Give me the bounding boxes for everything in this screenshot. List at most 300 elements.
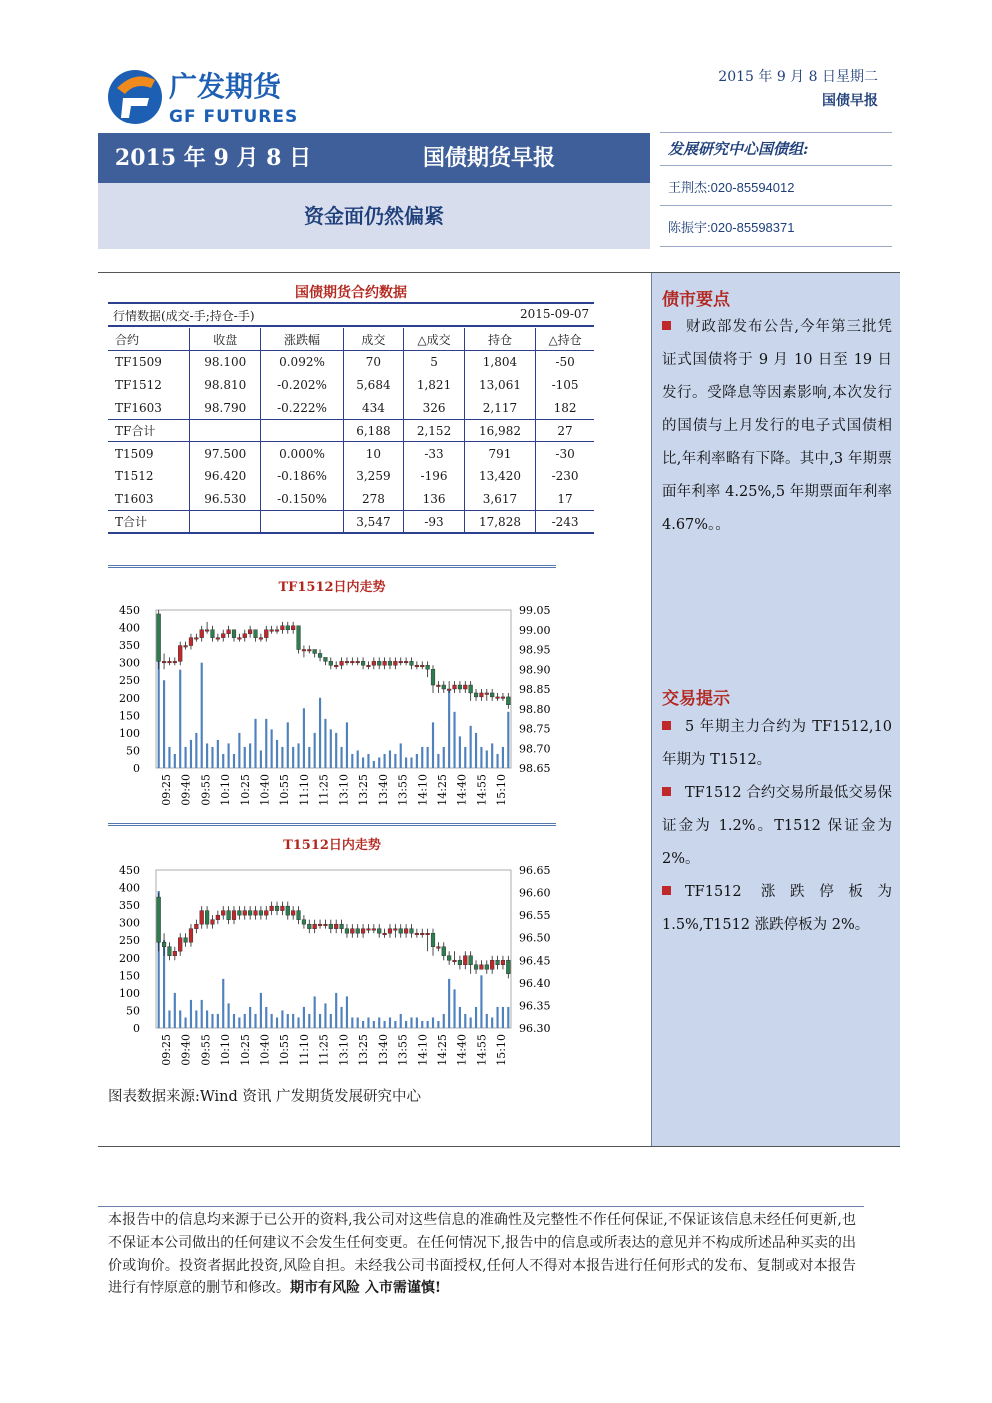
volume-bar [249,743,251,768]
cell: 326 [404,396,465,419]
plot-frame [156,870,511,1028]
candle-body [281,626,285,630]
volume-bar [389,750,391,768]
volume-bar [254,1014,256,1028]
price-tick-label: 99.00 [519,623,551,637]
volume-tick-label: 250 [119,674,140,688]
candle-body [324,657,328,661]
volume-bar [314,733,316,768]
candle-body [264,630,268,638]
candle-body [221,911,225,916]
volume-bar [367,1017,369,1028]
volume-bar [416,1017,418,1028]
volume-bar [201,663,203,768]
cell: 5,684 [343,374,404,397]
candle-body [297,911,301,920]
volume-bar [287,722,289,768]
team-member: 陈振宇:020-85598371 [668,220,795,235]
candle-body [367,929,371,931]
column-header: 收盘 [190,328,261,351]
candle-body [270,630,274,632]
tf1512-intraday-chart [106,598,566,810]
volume-bar [179,1010,181,1028]
candle-body [173,661,177,663]
cell: -105 [536,374,594,397]
volume-tick-label: 50 [126,1004,140,1018]
candle-body [463,685,467,689]
volume-bar [432,1017,434,1028]
volume-bar [324,1003,326,1028]
plot-frame [156,610,511,768]
time-tick-label: 15:10 [495,1034,509,1066]
volume-bar [185,1017,187,1028]
candle-body [232,630,236,638]
cell: 96.530 [190,488,261,511]
cell [190,419,261,442]
candle-body [178,646,182,662]
chart-divider [108,565,556,568]
cell: T合计 [108,510,190,533]
volume-bar [491,743,493,768]
volume-bar [303,708,305,768]
volume-bar [496,1007,498,1028]
candle-body [361,661,365,665]
cell: 2,152 [404,419,465,442]
price-tick-label: 98.80 [519,702,551,716]
candle-body [469,685,473,693]
risk-warning: 期市有风险 入市需谨慎! [290,1280,442,1297]
team-divider [660,132,892,133]
volume-bar [340,1007,342,1028]
candle-body [356,929,360,934]
candle-body [480,965,484,970]
candle-body [243,634,247,638]
time-tick-label: 10:25 [238,774,252,806]
cell: -0.150% [261,488,343,511]
volume-bar [297,1017,299,1028]
price-tick-label: 98.90 [519,663,551,677]
candle-body [453,685,457,689]
team-title: 发展研究中心国债组: [668,140,809,158]
banner-title: 国债期货早报 [328,133,650,183]
candle-body [474,965,478,970]
candle-body [506,960,510,974]
candle-body [237,638,241,640]
cell: 1,821 [404,374,465,397]
candle-body [377,929,381,934]
candle-body [447,956,451,961]
candle-body [415,933,419,935]
volume-bar [265,719,267,768]
time-tick-label: 13:10 [337,774,351,806]
cell: 1,804 [464,351,535,374]
candle-body [291,626,295,630]
candle-body [474,693,478,697]
volume-bar [292,1014,294,1028]
volume-bar [276,740,278,768]
candle-body [345,661,349,663]
candle-body [420,665,424,667]
volume-tick-label: 200 [119,951,140,965]
candle-body [313,924,317,929]
volume-bar [427,747,429,768]
volume-bar [470,1017,472,1028]
candle-body [458,685,462,689]
candle-body [334,665,338,667]
cell [190,510,261,533]
volume-bar [416,754,418,768]
banner-date: 2015 年 9 月 8 日 [98,133,328,183]
volume-bar [335,733,337,768]
candle-body [437,947,441,949]
volume-bar [443,1014,445,1028]
volume-bar [475,733,477,768]
cell: -93 [404,510,465,533]
candle-body [318,653,322,657]
volume-bar [443,747,445,768]
time-tick-label: 15:10 [495,774,509,806]
volume-bar [260,993,262,1028]
cell: 98.790 [190,396,261,419]
volume-bar [480,747,482,768]
candle-body [168,947,172,956]
cell: 0.092% [261,351,343,374]
cell: 3,547 [343,510,404,533]
volume-tick-label: 100 [119,986,140,1000]
volume-tick-label: 300 [119,656,140,670]
volume-bar [389,1017,391,1028]
volume-tick-label: 300 [119,916,140,930]
volume-bar [324,719,326,768]
time-tick-label: 14:25 [435,1034,449,1066]
candle-body [399,929,403,934]
bullet-square-icon [662,721,671,730]
bond-market-text: 财政部发布公告,今年第三批凭证式国债将于 9 月 10 日至 19 日发行。受降息等因素影响,本次发行的国债与上月发行的电子式国债相比,年利率略有下降。其中,3 年期票面年利率 4.25%,5 年期票面年利率 4.67%。。 [662,319,892,533]
candle-body [399,661,403,663]
time-tick-label: 10:25 [238,1034,252,1066]
disclaimer [108,1209,856,1300]
cell: 70 [343,351,404,374]
cell: T1509 [115,446,154,461]
candle-body [254,630,258,638]
volume-tick-label: 400 [119,621,140,635]
cell: 16,982 [464,419,535,442]
volume-bar [496,754,498,768]
volume-bar [346,996,348,1028]
volume-bar [421,1021,423,1028]
cell: -0.222% [261,396,343,419]
volume-bar [410,757,412,768]
table-row-total [108,510,594,533]
volume-bar [222,754,224,768]
cell [261,419,343,442]
column-header: 涨跌幅 [261,328,343,351]
volume-bar [464,747,466,768]
volume-bar [330,1014,332,1028]
volume-tick-label: 450 [119,864,140,877]
candle-body [356,661,360,663]
volume-bar [308,1014,310,1028]
candle-body [447,689,451,691]
volume-tick-label: 0 [133,1022,140,1035]
candle-body [372,929,376,931]
volume-bar [163,680,165,768]
team-divider [660,205,892,206]
volume-bar [367,754,369,768]
candle-body [388,929,392,934]
candle-body [410,929,414,934]
candle-body [275,906,279,911]
volume-tick-label: 400 [119,881,140,895]
candle-body [393,661,397,665]
volume-bar [362,1021,364,1028]
volume-bar [195,1010,197,1028]
cell: -30 [536,442,594,465]
table-date: 2015-09-07 [520,307,590,321]
cell: 98.810 [190,374,261,397]
candle-body [211,920,215,925]
price-tick-label: 99.05 [519,604,551,617]
volume-bar [233,754,235,768]
price-tick-label: 98.65 [519,762,551,775]
candle-body [291,911,295,916]
volume-bar [249,1007,251,1028]
candle-body [340,661,344,665]
candle-body [437,685,441,687]
volume-bar [378,1017,380,1028]
volume-bar [195,733,197,768]
trading-tips [662,711,892,942]
volume-bar [373,761,375,768]
cell: -0.202% [261,374,343,397]
candle-body [221,634,225,638]
volume-bar [238,1017,240,1028]
table-row [108,442,594,465]
time-tick-label: 13:25 [357,774,371,806]
logo-en-text: GF FUTURES [169,107,299,127]
t1512-intraday-chart [106,858,566,1076]
candle-body [216,638,220,640]
volume-bar [464,1014,466,1028]
volume-bar [330,729,332,768]
volume-bar [276,1017,278,1028]
cell: -0.186% [261,465,343,488]
bullet-square-icon [662,321,671,330]
candle-body [372,661,376,665]
table-row [108,396,594,419]
candle-body [227,630,231,634]
volume-bar [319,698,321,768]
candle-body [194,638,198,640]
volume-bar [432,722,434,768]
cell: 13,061 [464,374,535,397]
candle-body [264,911,268,916]
tip-item: TF1512 合约交易所最低交易保证金为 1.2%。T1512 保证金为 2%。 [662,785,892,867]
candle-body [329,924,333,929]
cell: -50 [536,351,594,374]
candle-body [442,947,446,956]
cell: -33 [404,442,465,465]
time-tick-label: 11:25 [317,1034,331,1066]
price-tick-label: 98.75 [519,722,551,736]
volume-tick-label: 100 [119,726,140,740]
cell: T1603 [115,491,154,506]
candle-body [243,911,247,916]
candle-body [393,929,397,931]
volume-bar [357,750,359,768]
candle-body [270,906,274,911]
time-tick-label: 13:55 [396,1034,410,1066]
volume-bar [502,747,504,768]
volume-bar [459,1007,461,1028]
volume-tick-label: 350 [119,899,140,913]
table-title: 国债期货合约数据 [295,285,407,301]
time-tick-label: 11:10 [297,774,311,806]
candle-body [501,697,505,699]
time-tick-label: 14:10 [416,774,430,806]
volume-bar [475,1007,477,1028]
volume-bar [206,1010,208,1028]
volume-bar [437,1021,439,1028]
candle-body [307,650,311,652]
time-tick-label: 09:55 [199,774,213,806]
candle-body [157,897,161,942]
candle-body [162,661,166,663]
volume-bar [179,670,181,768]
candle-body [318,924,322,926]
header-report-type: 国债早报 [822,93,878,109]
data-source: 图表数据来源:Wind 资讯 广发期货发展研究中心 [108,1089,422,1105]
candle-body [324,924,328,926]
cell: TF1509 [115,355,162,370]
volume-bar [340,747,342,768]
candle-body [184,646,188,648]
volume-bar [174,993,176,1028]
cell: 17 [536,488,594,511]
volume-bar [346,722,348,768]
volume-bar [211,1014,213,1028]
volume-bar [437,754,439,768]
time-tick-label: 13:25 [357,1034,371,1066]
volume-tick-label: 250 [119,934,140,948]
cell: 27 [536,419,594,442]
volume-bar [244,1014,246,1028]
candle-body [506,697,510,705]
candle-body [350,661,354,663]
candle-body [329,661,333,665]
volume-bar [405,1021,407,1028]
volume-bar [238,733,240,768]
volume-bar [373,1021,375,1028]
volume-bar [228,1003,230,1028]
volume-bar [314,996,316,1028]
volume-tick-label: 0 [133,762,140,775]
cell [261,510,343,533]
team-member: 王荆杰:020-85594012 [668,180,795,195]
candle-body [227,911,231,920]
time-tick-label: 10:10 [219,1034,233,1066]
volume-tick-label: 150 [119,709,140,723]
volume-tick-label: 350 [119,639,140,653]
candle-body [345,929,349,934]
chart-divider [108,823,556,826]
price-tick-label: 96.40 [519,976,551,990]
bullet-square-icon [662,886,671,895]
price-tick-label: 98.95 [519,643,551,657]
cell: TF合计 [108,419,190,442]
time-tick-label: 14:55 [475,774,489,806]
volume-bar [260,750,262,768]
price-tick-label: 96.35 [519,999,551,1013]
volume-bar [448,691,450,768]
volume-bar [303,1007,305,1028]
candle-body [173,951,177,956]
volume-bar [410,1017,412,1028]
candle-body [404,929,408,934]
volume-tick-label: 150 [119,969,140,983]
disclaimer-text: 本报告中的信息均来源于已公开的资料,我公司对这些信息的准确性及完整性不作任何保证,不保证该信息未经任何更新,也不保证本公司做出的任何建议不会发生任何变更。在任何情况下,报告中的信息或所表达的意见并不构成所述品种买卖的出价或询价。投资者据此投资,风险自担。未经我公司书面授权,任何人不得对本报告进行任何形式的发布、复制或对本报告进行有悖原意的删节和修改。 [108,1212,856,1297]
column-header: △持仓 [536,328,594,351]
cell: T1512 [115,469,154,484]
candle-body [189,929,193,943]
candle-body [237,911,241,916]
time-tick-label: 10:40 [258,1034,272,1066]
cell: 3,259 [343,465,404,488]
volume-bar [190,740,192,768]
cell: -230 [536,465,594,488]
candle-body [410,661,414,665]
volume-bar [287,1014,289,1028]
table-header-rule [108,325,594,327]
table-header-row [108,328,594,351]
candle-body [496,697,500,699]
price-tick-label: 96.45 [519,954,551,968]
volume-bar [319,1014,321,1028]
time-tick-label: 10:10 [219,774,233,806]
candle-body [453,960,457,962]
candle-body [442,685,446,689]
volume-bar [453,989,455,1028]
candle-body [211,630,215,638]
candle-body [383,933,387,935]
candle-body [307,924,311,929]
time-tick-label: 13:40 [376,774,390,806]
cell: 5 [404,351,465,374]
candle-body [178,938,182,952]
candle-body [168,661,172,663]
candle-body [216,915,220,920]
cell: 182 [536,396,594,419]
volume-bar [233,1014,235,1028]
time-tick-label: 10:55 [278,774,292,806]
volume-bar [185,747,187,768]
candle-body [361,929,365,934]
candle-body [281,906,285,911]
volume-bar [222,979,224,1028]
time-tick-label: 09:40 [179,774,193,806]
price-tick-label: 98.85 [519,683,551,696]
candle-body [194,924,198,929]
cell: TF1603 [115,400,162,415]
volume-bar [362,757,364,768]
cell: 17,828 [464,510,535,533]
table-row [108,351,594,374]
volume-bar [459,736,461,768]
cell: 434 [343,396,404,419]
cell: 6,188 [343,419,404,442]
tip-item: 5 年期主力合约为 TF1512,10 年期为 T1512。 [662,719,892,768]
candle-body [485,965,489,970]
